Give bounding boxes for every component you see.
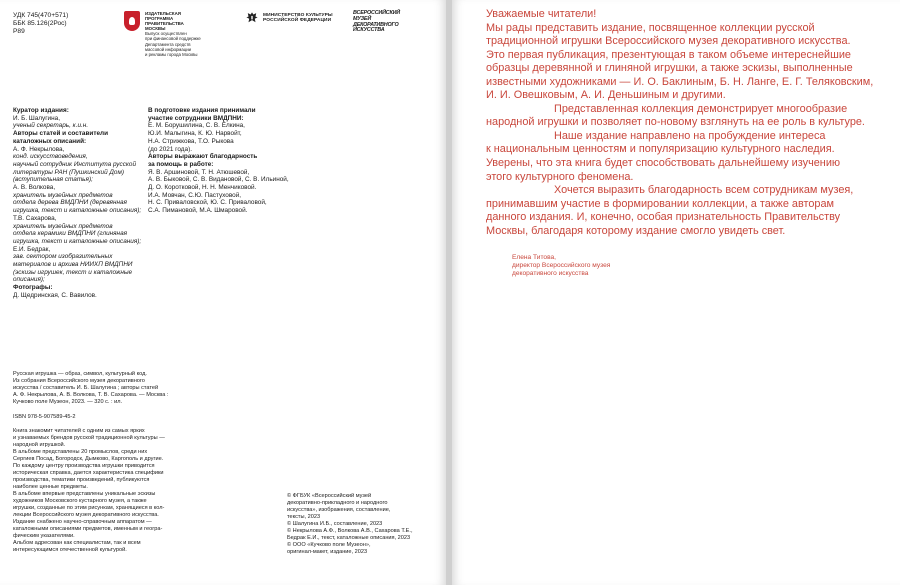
book-annotation xyxy=(13,428,193,554)
logo-heading-line: ПРАВИТЕЛЬСТВА МОСКВЫ xyxy=(145,21,184,32)
credit-line: Куратор издания: xyxy=(13,107,69,114)
annotation-line: В альбоме впервые представлены уникальные эскизы xyxy=(13,491,156,497)
annotation-line: наиболее ценные предметы. xyxy=(13,484,88,490)
credit-line: Я. В. Аршиновой, Т. Н. Атюшевой, xyxy=(148,168,250,176)
annotation-line: историческая справка, дается характеристика специфики xyxy=(13,470,164,476)
letter-line: принимавшим участие в формировании коллекции, а также авторам xyxy=(486,197,835,210)
udk-line: УДК 745(470+571) xyxy=(13,12,69,19)
credit-line: литературы РАН (Пушкинский Дом) xyxy=(13,168,124,176)
annotation-line: интересующимся отечественной культурой. xyxy=(13,547,127,553)
letter-line: данного издания. И, конечно, особая признательность Правительству xyxy=(486,211,841,224)
credit-line: Н.А. Стрижкова, Т.О. Рыкова xyxy=(148,137,234,145)
letter-line: Это первая публикация, презентующая в таком объеме интереснейшие xyxy=(486,48,851,61)
biblio-line: А. Ф. Некрылова, А. В. Волкова, Т. В. Сахарова. — Москва : xyxy=(13,392,169,398)
letter-line: Уверены, что эта книга будет способствовать дальнейшему изучению xyxy=(486,157,841,170)
credits-column-1 xyxy=(13,107,145,300)
credit-line: игрушка, текст и каталожные описания); xyxy=(13,237,142,245)
welcome-letter xyxy=(486,8,886,238)
bbk-line: ББК 85.126(2Рос) xyxy=(13,20,67,28)
udk-block xyxy=(13,12,68,37)
biblio-line: Русская игрушка — образ, символ, культурный код. xyxy=(13,371,147,377)
logo-line: и рекламы города Москвы xyxy=(145,51,198,57)
annotation-line: Издание снабжено научно-справочным аппаратом — xyxy=(13,519,152,525)
annotation-line: игрушки, созданные по этим рисункам, хранящиеся в кол- xyxy=(13,505,165,511)
letter-line: к национальным ценностям и популяризацию культурного наследия. xyxy=(486,143,835,156)
credit-line: хранитель музейных предметов xyxy=(13,191,113,199)
credit-line: С.А. Пимановой, М.А. Шмаровой. xyxy=(148,207,248,215)
biblio-line: искусства / составитель И. Б. Шалугина ; авторы статей xyxy=(13,385,159,391)
letter-line: образцы деревянной и глиняной игрушки, а также эскизы, выполненные xyxy=(486,62,853,75)
credit-line: за помощь в работе: xyxy=(148,160,214,168)
credit-line: А. В. Быковой, С. В. Видановой, С. В. Ильиной, xyxy=(148,176,289,184)
credit-line: каталожных описаний: xyxy=(13,137,87,145)
letter-line: Наше издание направлено на пробуждение интереса xyxy=(554,129,826,142)
credit-line: А. Ф. Некрылова, xyxy=(13,145,65,153)
biblio-line: Кучково поле Музеон, 2023. — 320 с. : ил. xyxy=(13,399,123,405)
logo-heading-line: ИЗДАТЕЛЬСКАЯ ПРОГРАММА xyxy=(145,11,181,22)
bibliographic-record xyxy=(13,371,193,406)
copyright-line: © ФГБУК «Всероссийский музей xyxy=(287,493,372,499)
annotation-line: По каждому центру производства игрушки приводится xyxy=(13,463,155,469)
copyright-line: декоративно-прикладного и народного xyxy=(287,500,388,506)
credit-line: Т.В. Сахарова, xyxy=(13,214,57,222)
author-sign-line: Р89 xyxy=(13,28,25,36)
logo-line: ИСКУССТВА xyxy=(353,27,385,34)
credit-line: отдела дерева ВМДПНИ (деревянная xyxy=(13,199,127,207)
credit-line: Н. С. Приваловской, Ю. С. Приваловой, xyxy=(148,199,267,207)
credit-line: (вступительная статья); xyxy=(13,176,93,184)
letter-line: традиционной игрушки Всероссийского музея декоративного искусства. xyxy=(486,35,851,48)
credit-line: Авторы выражают благодарность xyxy=(148,153,258,161)
credit-line: В подготовке издания принимали xyxy=(148,107,256,114)
left-page xyxy=(0,0,446,585)
credit-line: Фотографы: xyxy=(13,284,53,292)
signature-line: директор Всероссийского музея xyxy=(512,262,611,270)
logo-line: ДЕКОРАТИВНОГО xyxy=(353,21,399,28)
logo-line: МИНИСТЕРСТВО КУЛЬТУРЫ xyxy=(263,13,333,18)
moscow-crest-icon xyxy=(124,11,140,31)
logo-line: массовой информации xyxy=(145,46,191,52)
copyright-line: искусства», изображения, составление, xyxy=(287,507,391,513)
credit-line: Е.И. Бедрак, xyxy=(13,245,51,253)
annotation-line: производства, тематики произведений, публикуются xyxy=(13,477,150,483)
copyright-line: © Шалугина И.Б., составление, 2023 xyxy=(287,521,383,527)
credit-line: Д. О. Коротковой, Н. Н. Менчиковой. xyxy=(148,184,257,192)
copyright-line: © Некрылова А.Ф., Волкова А.В., Сахарова Т.Е., xyxy=(287,528,413,534)
logo-line: Департамента средств xyxy=(145,41,191,47)
museum-logo xyxy=(353,11,400,34)
logo-line: ВСЕРОССИЙСКИЙ xyxy=(353,10,400,16)
credit-line: ученый секретарь, к.и.н. xyxy=(13,122,89,130)
logo-line: РОССИЙСКОЙ ФЕДЕРАЦИИ xyxy=(263,18,332,24)
annotation-line: лекции Всероссийского музея декоративного искусства. xyxy=(13,512,159,518)
letter-line: Мы рады представить издание, посвященное коллекции русской xyxy=(486,21,815,34)
signature-line: Елена Титова, xyxy=(512,254,557,261)
right-page xyxy=(452,0,900,585)
letter-line: И. И. Овешковым, А. И. Деньшиным и другими. xyxy=(486,89,726,102)
annotation-line: каталожными описаниями предметов, именным и геогра- xyxy=(13,526,163,532)
credit-line: Ю.И. Малыгина, К. Ю. Нарвойт, xyxy=(148,130,242,138)
credit-line: научный сотрудник Института русской xyxy=(13,160,137,168)
annotation-line: художников Московского кустарного музея, а также xyxy=(13,498,147,504)
letter-greeting: Уважаемые читатели! xyxy=(486,8,597,20)
credit-line: зав. сектором изобразительных xyxy=(13,253,113,261)
letter-line: Хочется выразить благодарность всем сотрудникам музея, xyxy=(554,184,854,197)
signature-line: декоративного искусства xyxy=(512,270,589,278)
eagle-icon xyxy=(245,11,259,25)
credit-line: хранитель музейных предметов xyxy=(13,222,113,230)
credit-line: участие сотрудники ВМДПНИ: xyxy=(148,114,244,122)
annotation-line: народной игрушкой. xyxy=(13,442,66,448)
credit-line: отдела керамики ВМДПНИ (глиняная xyxy=(13,230,128,238)
copyright-line: тексты, 2023 xyxy=(287,514,321,520)
credit-line: материалов и архива НИИХП ВМДПНИ xyxy=(13,261,133,269)
logo-line: МУЗЕЙ xyxy=(353,15,372,22)
signature-block xyxy=(512,254,610,279)
ministry-culture-logo xyxy=(245,11,333,25)
credit-line: описания); xyxy=(13,276,45,284)
biblio-line: Из собрания Всероссийского музея декоративного xyxy=(13,378,145,384)
credit-line: Е. М. Борушилина, С. В. Ёлкина, xyxy=(148,122,245,130)
moscow-program-logo xyxy=(124,11,205,57)
credit-line: Д. Щедринская, С. Вавилов. xyxy=(13,291,97,299)
credit-line: (до 2021 года). xyxy=(148,145,192,153)
annotation-line: и узнаваемых брендов русской традиционной культуры — xyxy=(13,435,165,441)
logo-line: при финансовой поддержке xyxy=(145,36,201,42)
credit-line: конд. искусствоведения, xyxy=(13,153,88,161)
annotation-line: фическим указателями. xyxy=(13,533,75,539)
annotation-line: Альбом адресован как специалистам, так и всем xyxy=(13,540,141,546)
credits-column-2 xyxy=(148,107,289,215)
annotation-line: В альбоме представлены 20 промыслов, среди них xyxy=(13,449,148,455)
isbn: ISBN 978-5-907589-45-2 xyxy=(13,414,76,420)
letter-line: народной игрушки и позволяет по-новому взглянуть на ее роль в культуре. xyxy=(486,116,865,129)
annotation-line: Сергиев Посад, Богородск, Дымково, Каргополь и другие. xyxy=(13,456,164,462)
credit-line: Авторы статей и составители xyxy=(13,130,109,138)
annotation-line: Книга знакомит читателей с одним из самых ярких xyxy=(13,428,145,434)
credit-line: И. Б. Шалугина, xyxy=(13,114,60,122)
copyright-line: Бедрак Е.И., текст, каталожные описания, 2023 xyxy=(287,535,411,541)
copyright-block xyxy=(287,493,413,556)
logo-line: Выпуск осуществлен xyxy=(145,31,187,37)
credit-line: игрушка, текст и каталожные описания); xyxy=(13,207,142,215)
letter-line: известными художниками — И. О. Баклиным, Б. Н. Ланге, Е. Г. Теляковским, xyxy=(486,75,874,88)
letter-line: этого культурного феномена. xyxy=(486,170,634,183)
credit-line: А. В. Волкова, xyxy=(13,184,56,192)
copyright-line: © ООО «Кучково поле Музеон», xyxy=(287,542,371,548)
letter-line: Москвы, благодаря которому издание смогло увидеть свет. xyxy=(486,224,786,237)
credit-line: (эскизы игрушек, текст и каталожные xyxy=(13,268,133,276)
letter-line: Представленная коллекция демонстрирует многообразие xyxy=(554,102,848,115)
credit-line: И.А. Мовчан, С.Ю. Пастуховой, xyxy=(148,191,242,199)
copyright-line: оригинал-макет, издание, 2023 xyxy=(287,549,368,555)
